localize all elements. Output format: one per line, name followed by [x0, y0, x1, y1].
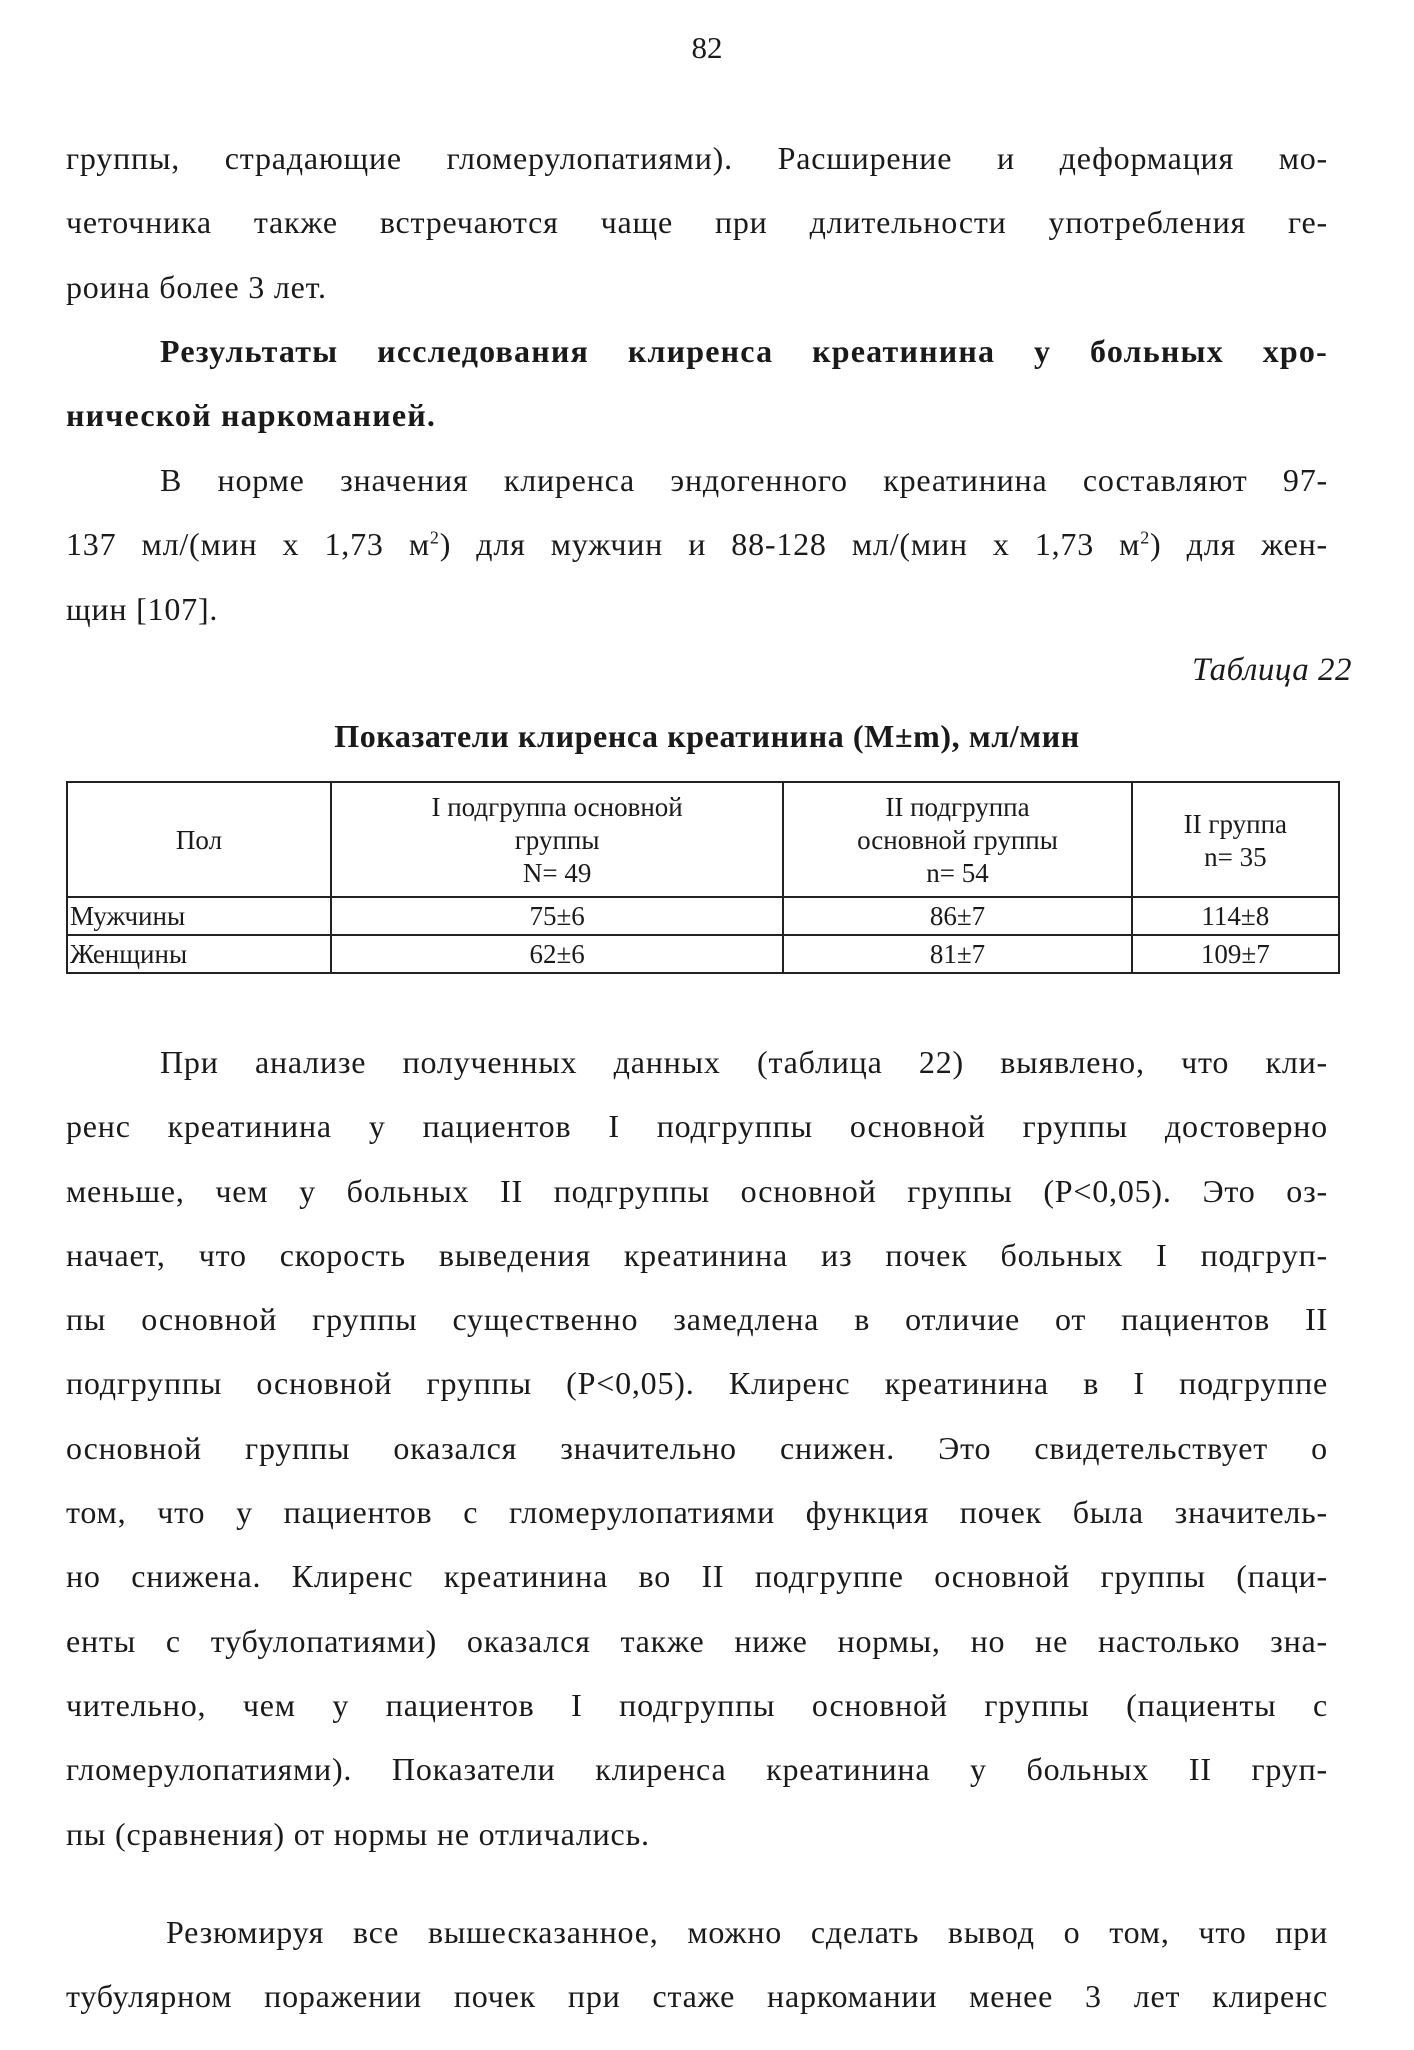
section-heading: [66, 319, 1328, 448]
text-line: щин [107].: [66, 590, 219, 627]
table-row: [67, 897, 1339, 935]
text-fragment: ) для жен-: [1150, 526, 1329, 563]
text-line: пы основной группы существенно замедлена в отличие от пациентов II: [66, 1301, 1328, 1338]
header-cell-subgroup-2: [783, 782, 1131, 897]
table-title: Показатели клиренса креатинина (M±m), мл/мин: [334, 718, 1080, 754]
table-cell: 81±7: [783, 935, 1131, 973]
text-line: пы (сравнения) от нормы не отличались.: [66, 1815, 650, 1852]
row-label: Женщины: [67, 935, 331, 973]
intro-paragraph: [66, 126, 1328, 319]
text-line: основной группы оказался значительно снижен. Это свидетельствует о: [66, 1429, 1328, 1466]
heading-line: Результаты исследования клиренса креатинина у больных хро-: [160, 333, 1328, 369]
header-line: n= 35: [1204, 841, 1267, 872]
superscript: 2: [429, 527, 440, 548]
text-line: но снижена. Клиренс креатинина во II подгруппе основной группы (паци-: [66, 1558, 1328, 1595]
header-line: II группа: [1183, 808, 1288, 839]
header-line: группы: [514, 825, 600, 855]
table-cell: 62±6: [331, 935, 783, 973]
text-line: енты с тубулопатиями) оказался также ниже нормы, но не настолько зна-: [66, 1622, 1328, 1659]
table-cell: 86±7: [783, 897, 1131, 935]
table-cell: 114±8: [1132, 897, 1339, 935]
header-line: II подгруппа: [885, 792, 1030, 822]
text-fragment: ) для мужчин и 88-128 мл/(мин х 1,73 м: [439, 526, 1141, 563]
analysis-paragraph: [66, 1030, 1328, 1866]
table-header-row: [67, 782, 1339, 897]
table-cell: 109±7: [1132, 935, 1339, 973]
header-line: основной группы: [857, 825, 1058, 855]
header-line: Пол: [175, 825, 223, 855]
norm-paragraph: [66, 448, 1328, 641]
text-line-with-superscripts: [66, 512, 1328, 576]
text-line: том, что у пациентов с гломерулопатиями функция почек была значитель-: [66, 1494, 1328, 1531]
table-label: Таблица 22: [1192, 652, 1352, 688]
header-cell-sex: [67, 782, 331, 897]
text-line: гломерулопатиями). Показатели клиренса креатинина у больных II груп-: [66, 1751, 1328, 1788]
clearance-table: [66, 781, 1340, 974]
header-line: N= 49: [522, 858, 592, 888]
header-cell-subgroup-1: [331, 782, 783, 897]
text-line: тубулярном поражении почек при стаже наркомании менее 3 лет клиренс: [66, 1978, 1328, 2015]
page-number: 82: [691, 30, 723, 65]
table-cell: 75±6: [331, 897, 783, 935]
header-line: n= 54: [926, 858, 989, 888]
table-row: [67, 935, 1339, 973]
text-line: чительно, чем у пациентов I подгруппы основной группы (пациенты с: [66, 1686, 1328, 1723]
text-line: начает, что скорость выведения креатинина из почек больных I подгруп-: [66, 1236, 1328, 1273]
text-line: роина более 3 лет.: [66, 268, 327, 305]
text-line: Резюмируя все вышесказанное, можно сделать вывод о том, что при: [166, 1914, 1328, 1950]
text-line: В норме значения клиренса эндогенного креатинина составляют 97-: [160, 462, 1328, 498]
text-line: четочника также встречаются чаще при длительности употребления ге-: [66, 204, 1328, 241]
heading-line: нической наркоманией.: [66, 397, 437, 434]
text-line: подгруппы основной группы (P<0,05). Клиренс креатинина в I подгруппе: [66, 1365, 1328, 1402]
header-line: I подгруппа основной: [431, 792, 683, 822]
header-cell-group-2: [1132, 782, 1339, 897]
text-line: меньше, чем у больных II подгруппы основной группы (P<0,05). Это оз-: [66, 1172, 1328, 1209]
text-line: При анализе полученных данных (таблица 22) выявлено, что кли-: [160, 1044, 1328, 1080]
text-line: группы, страдающие гломерулопатиями). Расширение и деформация мо-: [66, 140, 1328, 176]
summary-paragraph: [66, 1900, 1328, 2029]
row-label: Мужчины: [67, 897, 331, 935]
text-line: ренс креатинина у пациентов I подгруппы основной группы достоверно: [66, 1108, 1328, 1145]
text-fragment: 137 мл/(мин х 1,73 м: [66, 526, 430, 563]
superscript: 2: [1140, 527, 1151, 548]
